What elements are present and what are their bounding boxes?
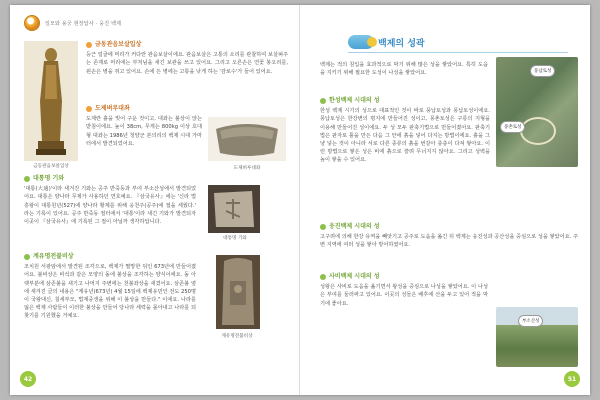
bullet-icon [320,274,326,280]
title-divider [348,52,568,53]
section-sabi [320,273,488,308]
section-roof-tile [24,175,196,226]
section-hanseong [320,97,490,165]
caption-statue: 금동관음보살입상 [33,164,69,169]
stele-image [216,255,260,329]
bullet-icon [86,42,92,48]
cloud-sun-icon [348,35,374,49]
caption-stele: 계유명전불비상 [221,334,253,339]
bullet-icon [320,98,326,104]
section-text: '대통(大通)'이라 새겨진 기와는 공주 반죽동과 부여 부소산성에서 발견되었어요. 대통은 양나라 무제가 사용하던 연호예요. 『삼국유사』에는 '신라 법흥왕이 대통원년(527)에 양나라 황제를 위해 웅천주(공주)에 절을 세웠다.' 라는 기록이 있어요. 공주 반죽동 절터에서 '대통'이라 새긴 기와가 발견되자 이곳이 『삼국유사』에 기록된 그 절이 아닐까 생각하답니다. [24,186,196,226]
left-page [10,5,300,395]
section-gilt-bronze [86,41,288,76]
section-text: 한성 백제 시기의 성으로 대표적인 것이 바로 풍납토성과 몽납토성이에요. 몽납토성은 한강변의 평지에 만들어진 성이고, 몽촌토성은 구릉의 지형을 이용해 만들어진 성이에요. 두 성 모두 판축기법으로 만들어졌어요. 판축기법은 판자로 틀을 만든 다음 그 안에 흙을 넣어 다지는 방법이에요. 흙을 그냥 넣는 것이 아니라 서로 다른 종류의 흙을 번갈아 층층이 다져 쌓아요. 이런 방법으로 쌓은 성은 비에 흙으로 쓸려 무너지지 않아요. 그리고 성벽을 높이 쌓을 수 있어요. [320,108,490,164]
chapter-heading [348,35,425,49]
section-text: 등근 얼굴에 머리가 커다란 관음보살이에요. 관음보살은 고통의 소리를 관찰하여 보살펴주는 존재로 머리에는 부처님을 새긴 보관을 쓰고 있어요. 그리고 오른손은 연꽃 봉오리를, 왼손은 병을 쥐고 있어요. 손에 든 병에는 고통을 낫게 하는 '감로수'가 들어 있어요. [86,52,288,75]
section-title: 대통명 기와 [33,175,65,182]
header-text: 일모와 용궁 현장답사 · 웅진 백제 [45,20,122,27]
page-number: 42 [20,371,36,387]
pedestal-image [208,117,286,161]
map-label-a: 풍납토성 [530,65,555,77]
intro-text: 백제는 적의 침입을 효과적으로 막기 위해 많은 성을 쌓았어요. 특히 도읍을 지키기 위해 필요한 도성이 나성을 쌓았어요. [320,62,488,77]
section-text: 고구려에 의해 한강 유역을 빼앗기고 공주로 도읍을 옮긴 뒤 백제는 웅진성과 공산성을 중심으로 성을 쌓았어요. 주변 지역에 여러 성을 쌓아 방어하였어요. [320,234,578,249]
roof-tile-image [208,185,260,233]
bullet-icon [24,254,30,260]
bullet-icon [86,106,92,112]
fortress-outline [520,117,556,145]
fortress-photo-image [496,307,578,367]
section-title: 한성백제 시대의 성 [329,97,380,104]
section-title: 금동관음보살입상 [95,41,142,48]
aerial-map-image [496,57,578,167]
section-ungjin [320,223,578,250]
page-header [24,15,121,31]
section-text: 도제란 흙을 빚어 구운 것이고, 대좌는 불상이 앉는 받침이에요. 높이 38cm, 무게는 800kg 이상 호대형 대좌는 1986년 청양군 본의리의 백제 시대 가마터에서 발견되었어요. [86,116,202,147]
section-title: 계유명전불비상 [33,253,74,260]
section-title: 도제벼루대좌 [95,105,130,112]
book-spread [10,5,590,395]
bullet-icon [24,176,30,182]
section-title: 사비백제 시대의 성 [329,273,380,280]
caption-roof-tile: 대통명 기와 [223,236,247,241]
map-label-b: 몽촌토성 [500,121,525,133]
bodhisattva-statue-image [24,41,78,161]
section-text: 조치원 서광암에서 발견된 조각으로, 백제가 멸망한 뒤인 673년에 만들어졌어요. 불비상은 비석과 같은 모양의 돌에 불상을 조각하는 양식이에요. 돌 아랫부분에 삼존불을 새기고 나머지 주변에는 천불좌상을 새겼어요. 삼존불 옆에 새겨진 글의 내용은 "계유년(673년) 4월 15일에 백제유민인 전도 250명이 국왕대신, 칠세부모, 법계중생을 위해 이 불상을 만들다." 이에요. 나라를 잃은 백제 사람들이 이러한 불상을 만들어 당나라 세력을 몰아내고 나라를 되찾기를 기원했을 거예요. [24,264,196,320]
section-title: 웅진백제 시대의 성 [329,223,380,230]
caption-pedestal: 도제벼루대좌 [233,166,261,171]
right-page [300,5,590,395]
bullet-icon [320,224,326,230]
page-number: 51 [564,371,580,387]
logo-icon [24,15,40,31]
chapter-title: 백제의 성곽 [378,38,425,49]
section-stele [24,253,196,321]
section-pottery-pedestal [86,105,202,148]
photo-label: 부소산성 [518,315,543,327]
section-text: 성왕은 사비로 도읍을 옮기면서 왕성을 중심으로 나성을 쌓았어요. 이 나성은 부여를 둘러싸고 있어요. 이곳의 성들은 배후에 산을 두고 있어 적을 막기에 좋아요. [320,284,488,307]
intro [320,61,488,77]
